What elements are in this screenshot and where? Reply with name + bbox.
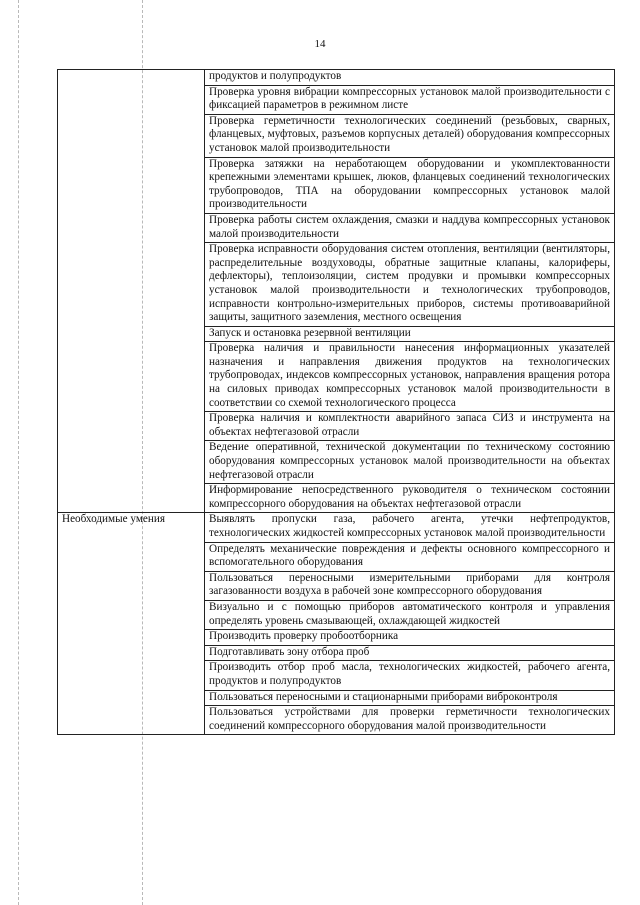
dashed-margin-line-left: [18, 0, 19, 905]
table-cell: Проверка наличия и правильности нанесения информационных указателей назначения и направления движения продуктов на технологических трубопроводах, индексов компрессорных установок, направления вращения ротора на силовых приводах компрессорных установок малой производительности в соответствии со схемой технологического процесса: [205, 342, 615, 412]
table-cell: Проверка наличия и комплектности аварийного запаса СИЗ и инструмента на объектах нефтегазовой отрасли: [205, 412, 615, 441]
table-cell: Выявлять пропуски газа, рабочего агента, утечки нефтепродуктов, технологических жидкостей компрессорных установок малой производительности: [205, 513, 615, 542]
table-cell: Подготавливать зону отбора проб: [205, 645, 615, 661]
table-cell: Проверка работы систем охлаждения, смазки и наддува компрессорных установок малой производительности: [205, 213, 615, 242]
table-cell: Пользоваться переносными и стационарными приборами виброконтроля: [205, 690, 615, 706]
requirements-table: [57, 69, 615, 735]
table-cell: Проверка исправности оборудования систем отопления, вентиляции (вентиляторы, распределительные воздуховоды, обратные защитные клапаны, калориферы, дефлекторы), теплоизоляции, систем продувки и промывки компрессорных установок малой производительности и технологических трубопроводов, исправности контрольно-измерительных приборов, системы противоаварийной защиты, защитного заземления, местного освещения: [205, 243, 615, 327]
table-cell: Определять механические повреждения и дефекты основного компрессорного и вспомогательного оборудования: [205, 542, 615, 571]
table-cell: Проверка затяжки на неработающем оборудовании и укомплектованности крепежными элементами крышек, люков, фланцевых соединений технологических трубопроводов, ТПА на оборудовании компрессорных установок малой производительности: [205, 157, 615, 213]
table-cell: Проверка герметичности технологических соединений (резьбовых, сварных, фланцевых, муфтовых, разъемов корпусных деталей) оборудования компрессорных установок малой производительности: [205, 114, 615, 157]
table-cell: Ведение оперативной, технической документации по техническому состоянию оборудования компрессорных установок малой производительности на объектах нефтегазовой отрасли: [205, 441, 615, 484]
table-cell: Проверка уровня вибрации компрессорных установок малой производительности с фиксацией параметров в режимном листе: [205, 85, 615, 114]
table-row: [58, 70, 615, 86]
table-cell: Визуально и с помощью приборов автоматического контроля и управления определять уровень смазывающей, охлаждающей жидкостей: [205, 600, 615, 629]
table-cell: Производить проверку пробоотборника: [205, 630, 615, 646]
empty-label-cell: [58, 70, 205, 513]
table-cell: Пользоваться переносными измерительными приборами для контроля загазованности воздуха в рабочей зоне компрессорного оборудования: [205, 571, 615, 600]
table-cell: Производить отбор проб масла, технологических жидкостей, рабочего агента, продуктов и полупродуктов: [205, 661, 615, 690]
table-cell: Информирование непосредственного руководителя о техническом состоянии компрессорного оборудования на объектах нефтегазовой отрасли: [205, 484, 615, 513]
table-row: [58, 513, 615, 542]
table-cell: Пользоваться устройствами для проверки герметичности технологических соединений компрессорного оборудования малой производительности: [205, 706, 615, 735]
page-number: 14: [314, 38, 326, 50]
table-cell: продуктов и полупродуктов: [205, 70, 615, 86]
table-cell: Запуск и остановка резервной вентиляции: [205, 326, 615, 342]
section-label-skills: Необходимые умения: [58, 513, 205, 735]
